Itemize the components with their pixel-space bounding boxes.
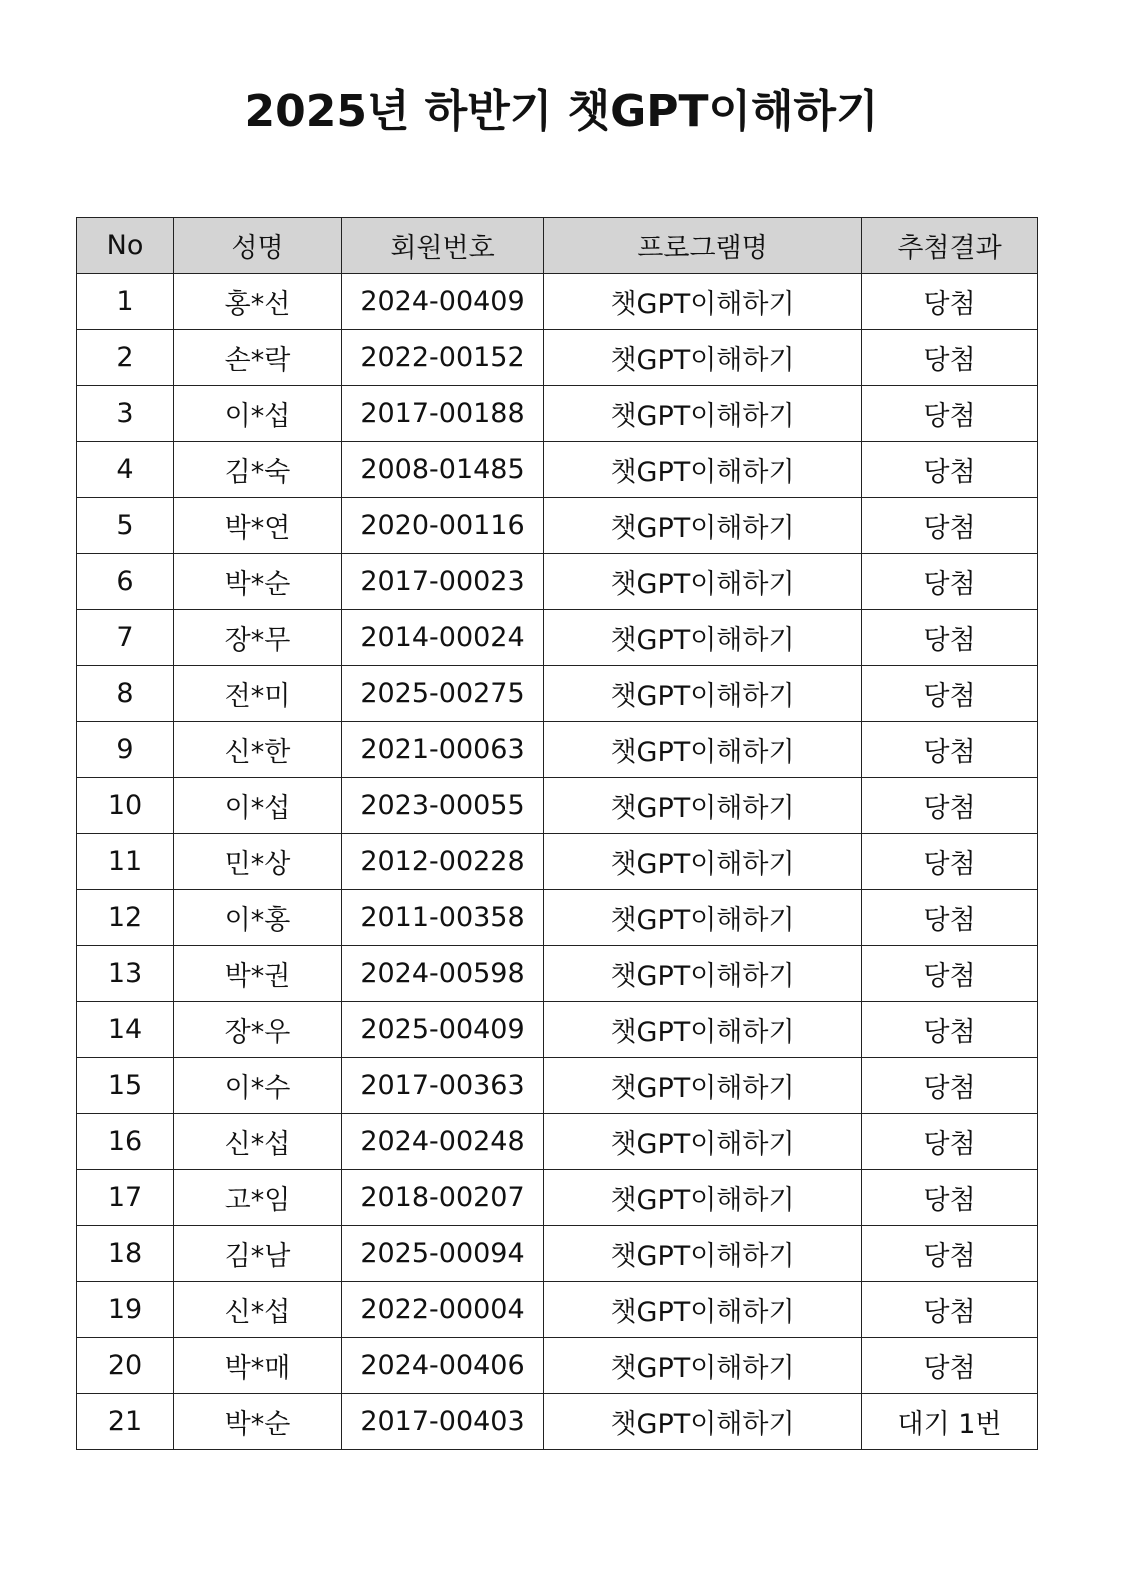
- cell-name: 이*섭: [174, 778, 342, 834]
- cell-result: 당첨: [862, 554, 1038, 610]
- cell-result: 당첨: [862, 666, 1038, 722]
- table-row: [77, 274, 1038, 330]
- cell-no: 4: [77, 442, 174, 498]
- cell-name: 박*순: [174, 1394, 342, 1450]
- cell-result: 당첨: [862, 1338, 1038, 1394]
- table-row: [77, 442, 1038, 498]
- cell-result: 당첨: [862, 1058, 1038, 1114]
- cell-program: 챗GPT이해하기: [544, 1002, 862, 1058]
- table-row: [77, 946, 1038, 1002]
- cell-program: 챗GPT이해하기: [544, 1114, 862, 1170]
- cell-member-id: 2018-00207: [342, 1170, 544, 1226]
- cell-name: 신*섭: [174, 1114, 342, 1170]
- table-body: [77, 274, 1038, 1450]
- cell-result: 당첨: [862, 1002, 1038, 1058]
- cell-program: 챗GPT이해하기: [544, 946, 862, 1002]
- cell-name: 민*상: [174, 834, 342, 890]
- cell-no: 16: [77, 1114, 174, 1170]
- cell-program: 챗GPT이해하기: [544, 330, 862, 386]
- cell-name: 박*연: [174, 498, 342, 554]
- cell-no: 13: [77, 946, 174, 1002]
- cell-member-id: 2021-00063: [342, 722, 544, 778]
- cell-no: 6: [77, 554, 174, 610]
- cell-name: 이*수: [174, 1058, 342, 1114]
- cell-no: 9: [77, 722, 174, 778]
- cell-result: 당첨: [862, 946, 1038, 1002]
- cell-result: 당첨: [862, 778, 1038, 834]
- cell-member-id: 2012-00228: [342, 834, 544, 890]
- header-result: 추첨결과: [862, 218, 1038, 274]
- cell-program: 챗GPT이해하기: [544, 1170, 862, 1226]
- cell-member-id: 2023-00055: [342, 778, 544, 834]
- table-row: [77, 330, 1038, 386]
- header-name: 성명: [174, 218, 342, 274]
- cell-member-id: 2024-00598: [342, 946, 544, 1002]
- header-member-id: 회원번호: [342, 218, 544, 274]
- cell-program: 챗GPT이해하기: [544, 610, 862, 666]
- cell-program: 챗GPT이해하기: [544, 666, 862, 722]
- cell-no: 8: [77, 666, 174, 722]
- cell-name: 박*매: [174, 1338, 342, 1394]
- cell-no: 20: [77, 1338, 174, 1394]
- table-row: [77, 1058, 1038, 1114]
- table-row: [77, 610, 1038, 666]
- cell-program: 챗GPT이해하기: [544, 1226, 862, 1282]
- cell-result: 당첨: [862, 1282, 1038, 1338]
- cell-name: 이*홍: [174, 890, 342, 946]
- table-row: [77, 554, 1038, 610]
- cell-member-id: 2022-00004: [342, 1282, 544, 1338]
- cell-name: 김*숙: [174, 442, 342, 498]
- cell-program: 챗GPT이해하기: [544, 722, 862, 778]
- cell-name: 박*순: [174, 554, 342, 610]
- cell-result: 당첨: [862, 610, 1038, 666]
- cell-program: 챗GPT이해하기: [544, 1282, 862, 1338]
- cell-no: 1: [77, 274, 174, 330]
- table-row: [77, 890, 1038, 946]
- cell-no: 18: [77, 1226, 174, 1282]
- cell-no: 21: [77, 1394, 174, 1450]
- cell-program: 챗GPT이해하기: [544, 890, 862, 946]
- table-row: [77, 386, 1038, 442]
- header-program: 프로그램명: [544, 218, 862, 274]
- cell-member-id: 2024-00409: [342, 274, 544, 330]
- cell-member-id: 2011-00358: [342, 890, 544, 946]
- cell-name: 신*섭: [174, 1282, 342, 1338]
- cell-result: 당첨: [862, 498, 1038, 554]
- cell-program: 챗GPT이해하기: [544, 778, 862, 834]
- cell-result: 당첨: [862, 1170, 1038, 1226]
- cell-no: 17: [77, 1170, 174, 1226]
- cell-no: 5: [77, 498, 174, 554]
- cell-name: 박*권: [174, 946, 342, 1002]
- cell-program: 챗GPT이해하기: [544, 442, 862, 498]
- cell-program: 챗GPT이해하기: [544, 1338, 862, 1394]
- cell-result: 당첨: [862, 890, 1038, 946]
- lottery-result-table: [76, 217, 1038, 1450]
- table-row: [77, 1226, 1038, 1282]
- cell-name: 이*섭: [174, 386, 342, 442]
- cell-member-id: 2017-00188: [342, 386, 544, 442]
- table-header: [77, 218, 1038, 274]
- cell-no: 11: [77, 834, 174, 890]
- table-row: [77, 498, 1038, 554]
- cell-name: 장*우: [174, 1002, 342, 1058]
- cell-member-id: 2024-00406: [342, 1338, 544, 1394]
- cell-no: 2: [77, 330, 174, 386]
- cell-program: 챗GPT이해하기: [544, 834, 862, 890]
- cell-name: 장*무: [174, 610, 342, 666]
- cell-program: 챗GPT이해하기: [544, 386, 862, 442]
- cell-member-id: 2022-00152: [342, 330, 544, 386]
- cell-no: 3: [77, 386, 174, 442]
- cell-member-id: 2017-00403: [342, 1394, 544, 1450]
- cell-member-id: 2020-00116: [342, 498, 544, 554]
- cell-no: 12: [77, 890, 174, 946]
- cell-result: 당첨: [862, 1226, 1038, 1282]
- cell-member-id: 2017-00363: [342, 1058, 544, 1114]
- cell-result: 당첨: [862, 274, 1038, 330]
- table-row: [77, 666, 1038, 722]
- cell-no: 10: [77, 778, 174, 834]
- cell-program: 챗GPT이해하기: [544, 498, 862, 554]
- cell-no: 19: [77, 1282, 174, 1338]
- cell-name: 손*락: [174, 330, 342, 386]
- table-row: [77, 778, 1038, 834]
- header-no: No: [77, 218, 174, 274]
- page-title: 2025년 하반기 챗GPT이해하기: [244, 86, 879, 137]
- header-row: [77, 218, 1038, 274]
- cell-result: 당첨: [862, 722, 1038, 778]
- cell-member-id: 2025-00409: [342, 1002, 544, 1058]
- cell-member-id: 2024-00248: [342, 1114, 544, 1170]
- cell-name: 고*임: [174, 1170, 342, 1226]
- cell-result: 당첨: [862, 442, 1038, 498]
- table-row: [77, 1338, 1038, 1394]
- table-row: [77, 1114, 1038, 1170]
- cell-name: 전*미: [174, 666, 342, 722]
- table-row: [77, 1394, 1038, 1450]
- table-row: [77, 722, 1038, 778]
- table-row: [77, 1170, 1038, 1226]
- cell-name: 신*한: [174, 722, 342, 778]
- cell-result: 당첨: [862, 834, 1038, 890]
- cell-program: 챗GPT이해하기: [544, 1058, 862, 1114]
- cell-result: 당첨: [862, 386, 1038, 442]
- table-row: [77, 1282, 1038, 1338]
- cell-program: 챗GPT이해하기: [544, 274, 862, 330]
- cell-program: 챗GPT이해하기: [544, 1394, 862, 1450]
- cell-name: 김*남: [174, 1226, 342, 1282]
- cell-no: 14: [77, 1002, 174, 1058]
- cell-member-id: 2017-00023: [342, 554, 544, 610]
- cell-no: 15: [77, 1058, 174, 1114]
- cell-result: 대기 1번: [862, 1394, 1038, 1450]
- cell-member-id: 2025-00094: [342, 1226, 544, 1282]
- cell-no: 7: [77, 610, 174, 666]
- cell-member-id: 2008-01485: [342, 442, 544, 498]
- cell-member-id: 2014-00024: [342, 610, 544, 666]
- cell-name: 홍*선: [174, 274, 342, 330]
- cell-result: 당첨: [862, 330, 1038, 386]
- cell-result: 당첨: [862, 1114, 1038, 1170]
- table-row: [77, 1002, 1038, 1058]
- cell-member-id: 2025-00275: [342, 666, 544, 722]
- cell-program: 챗GPT이해하기: [544, 554, 862, 610]
- table-row: [77, 834, 1038, 890]
